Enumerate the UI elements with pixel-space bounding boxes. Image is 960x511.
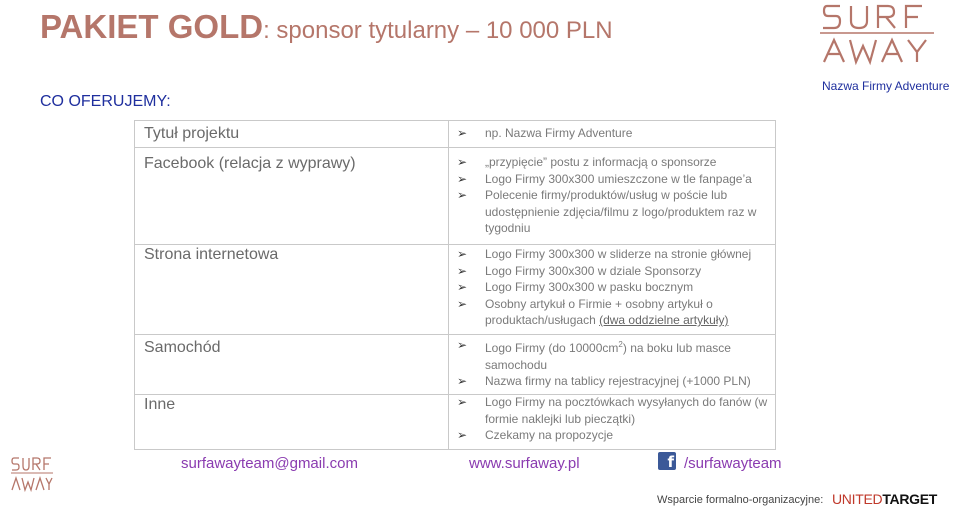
contact-email[interactable]: surfawayteam@gmail.com: [181, 455, 358, 472]
offer-heading: CO OFERUJEMY:: [40, 93, 171, 110]
partner-logo-part1: UNITED: [832, 491, 883, 507]
other-benefits: [457, 394, 769, 444]
package-name: PAKIET GOLD: [40, 8, 264, 45]
list-item: ➢ Nazwa firmy na tablicy rejestracyjnej (+1000 PLN): [457, 373, 769, 390]
row-label-title: Tytuł projektu: [144, 125, 240, 142]
support-label: Wsparcie formalno-organizacyjne:: [657, 494, 824, 506]
title-benefits: [457, 125, 769, 142]
list-item: ➢ Logo Firmy na pocztówkach wysyłanych do fanów (w formie naklejki lub pieczątki): [457, 394, 769, 427]
row-label-facebook: Facebook (relacja z wyprawy): [144, 155, 356, 172]
facebook-benefits: [457, 154, 769, 237]
row-divider: [135, 147, 775, 148]
partner-logo-part2: TARGET: [882, 491, 938, 507]
list-item: ➢ np. Nazwa Firmy Adventure: [457, 125, 769, 142]
package-subtitle: : sponsor tytularny – 10 000 PLN: [263, 17, 613, 44]
list-item: ➢ Logo Firmy 300x300 umieszczone w tle fanpage’a: [457, 171, 769, 188]
row-label-car: Samochód: [144, 339, 221, 356]
website-benefits: [457, 246, 769, 329]
row-divider: [135, 334, 775, 335]
car-logo-text-rest: ) na boku lub masce samochodu: [485, 341, 731, 372]
list-item: ➢ Polecenie firmy/produktów/usług w poście lub udostępnienie zdjęcia/filmu z logo/produktem raz w tygodniu: [457, 187, 769, 237]
car-benefits: [457, 337, 769, 390]
column-divider: [448, 121, 449, 449]
article-note: (dwa oddzielne artykuły): [599, 313, 729, 327]
list-item: ➢ Czekamy na propozycje: [457, 427, 769, 444]
list-item: ➢ „przypięcie” postu z informacją o sponsorze: [457, 154, 769, 171]
facebook-link[interactable]: /surfawayteam: [684, 455, 782, 472]
unit-exponent: 2: [618, 340, 623, 349]
list-item: ➢ Logo Firmy 300x300 w sliderze na stronie głównej: [457, 246, 769, 263]
partner-logo: [832, 491, 937, 507]
row-label-website: Strona internetowa: [144, 246, 279, 263]
website-link[interactable]: www.surfaway.pl: [469, 455, 580, 472]
facebook-icon: f: [658, 452, 676, 470]
list-item: ➢ Logo Firmy 300x300 w pasku bocznym: [457, 279, 769, 296]
list-item: [457, 296, 769, 329]
list-item: ➢ Logo Firmy 300x300 w dziale Sponsorzy: [457, 263, 769, 280]
page-title: [40, 8, 613, 46]
article-text: Osobny artykuł o Firmie + osobny artykuł o produktach/usługach: [485, 296, 713, 327]
car-logo-text: Logo Firmy (do 10000cm: [485, 341, 619, 355]
surf-away-small-logo: [10, 456, 54, 496]
list-item: [457, 337, 769, 373]
company-name: Nazwa Firmy Adventure: [822, 79, 950, 93]
row-divider: [135, 244, 775, 245]
surf-away-logo: [818, 2, 938, 76]
offer-table: [134, 120, 776, 450]
row-label-other: Inne: [144, 396, 176, 413]
